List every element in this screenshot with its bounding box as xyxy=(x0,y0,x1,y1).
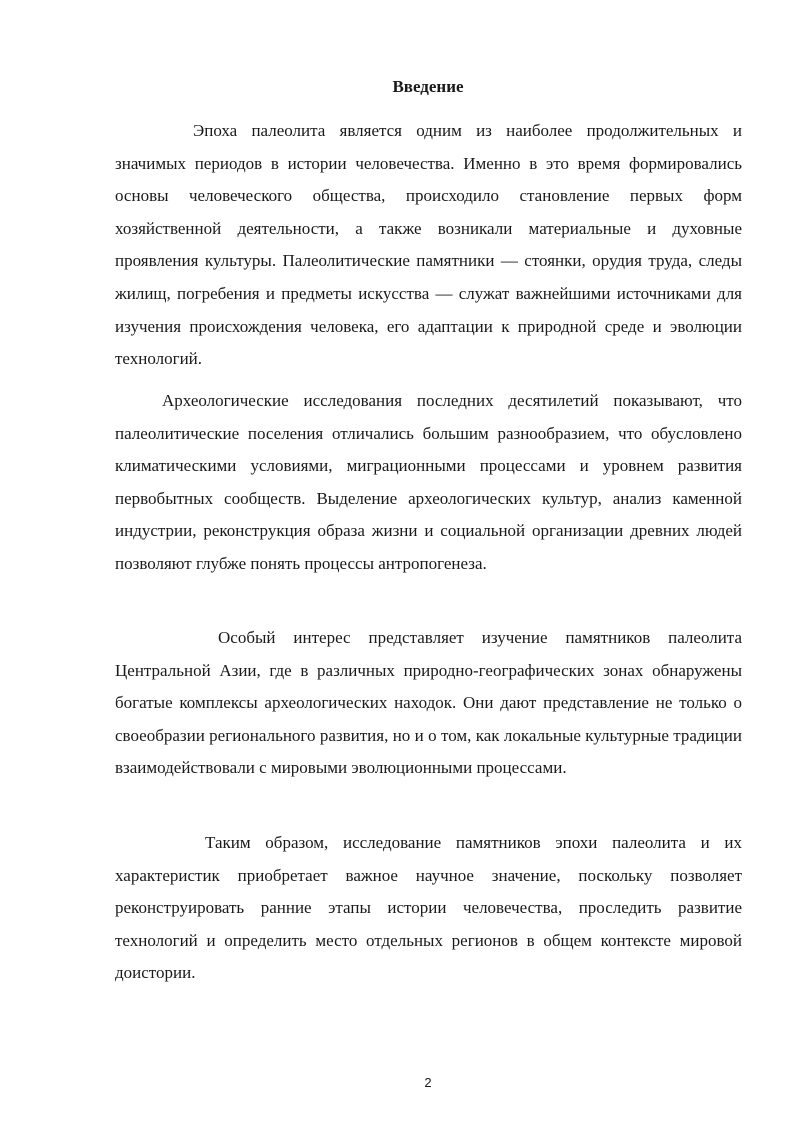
paragraph-3: Особый интерес представляет изучение памятников палеолита Центральной Азии, где в различных природно-географических зонах обнаружены богатые комплексы археологических находок. Они дают представление не только о своеобразии регионального развития, но и о том, как локальные культурные традиции взаимодействовали с мировыми эволюционными процессами. xyxy=(115,628,742,778)
paragraph-1: Эпоха палеолита является одним из наиболее продолжительных и значимых периодов в истории человечества. Именно в это время формировались основы человеческого общества, происходило становление первых форм хозяйственной деятельности, а также возникали материальные и духовные проявления культуры. Палеолитические памятники — стоянки, орудия труда, следы жилищ, погребения и предметы искусства — служат важнейшими источниками для изучения происхождения человека, его адаптации к природной среде и эволюции технологий. xyxy=(115,121,742,369)
section-heading: Введение xyxy=(392,77,464,96)
paragraph-4: Таким образом, исследование памятников эпохи палеолита и их характеристик приобретает важное научное значение, поскольку позволяет реконструировать ранние этапы истории человечества, проследить развитие технологий и определить место отдельных регионов в общем контексте мировой доистории. xyxy=(115,833,742,983)
paragraph-2: Археологические исследования последних десятилетий показывают, что палеолитические поселения отличались большим разнообразием, что обусловлено климатическими условиями, миграционными процессами и уровнем развития первобытных сообществ. Выделение археологических культур, анализ каменной индустрии, реконструкция образа жизни и социальной организации древних людей позволяют глубже понять процессы антропогенеза. xyxy=(115,391,742,573)
page-number: 2 xyxy=(424,1075,432,1090)
